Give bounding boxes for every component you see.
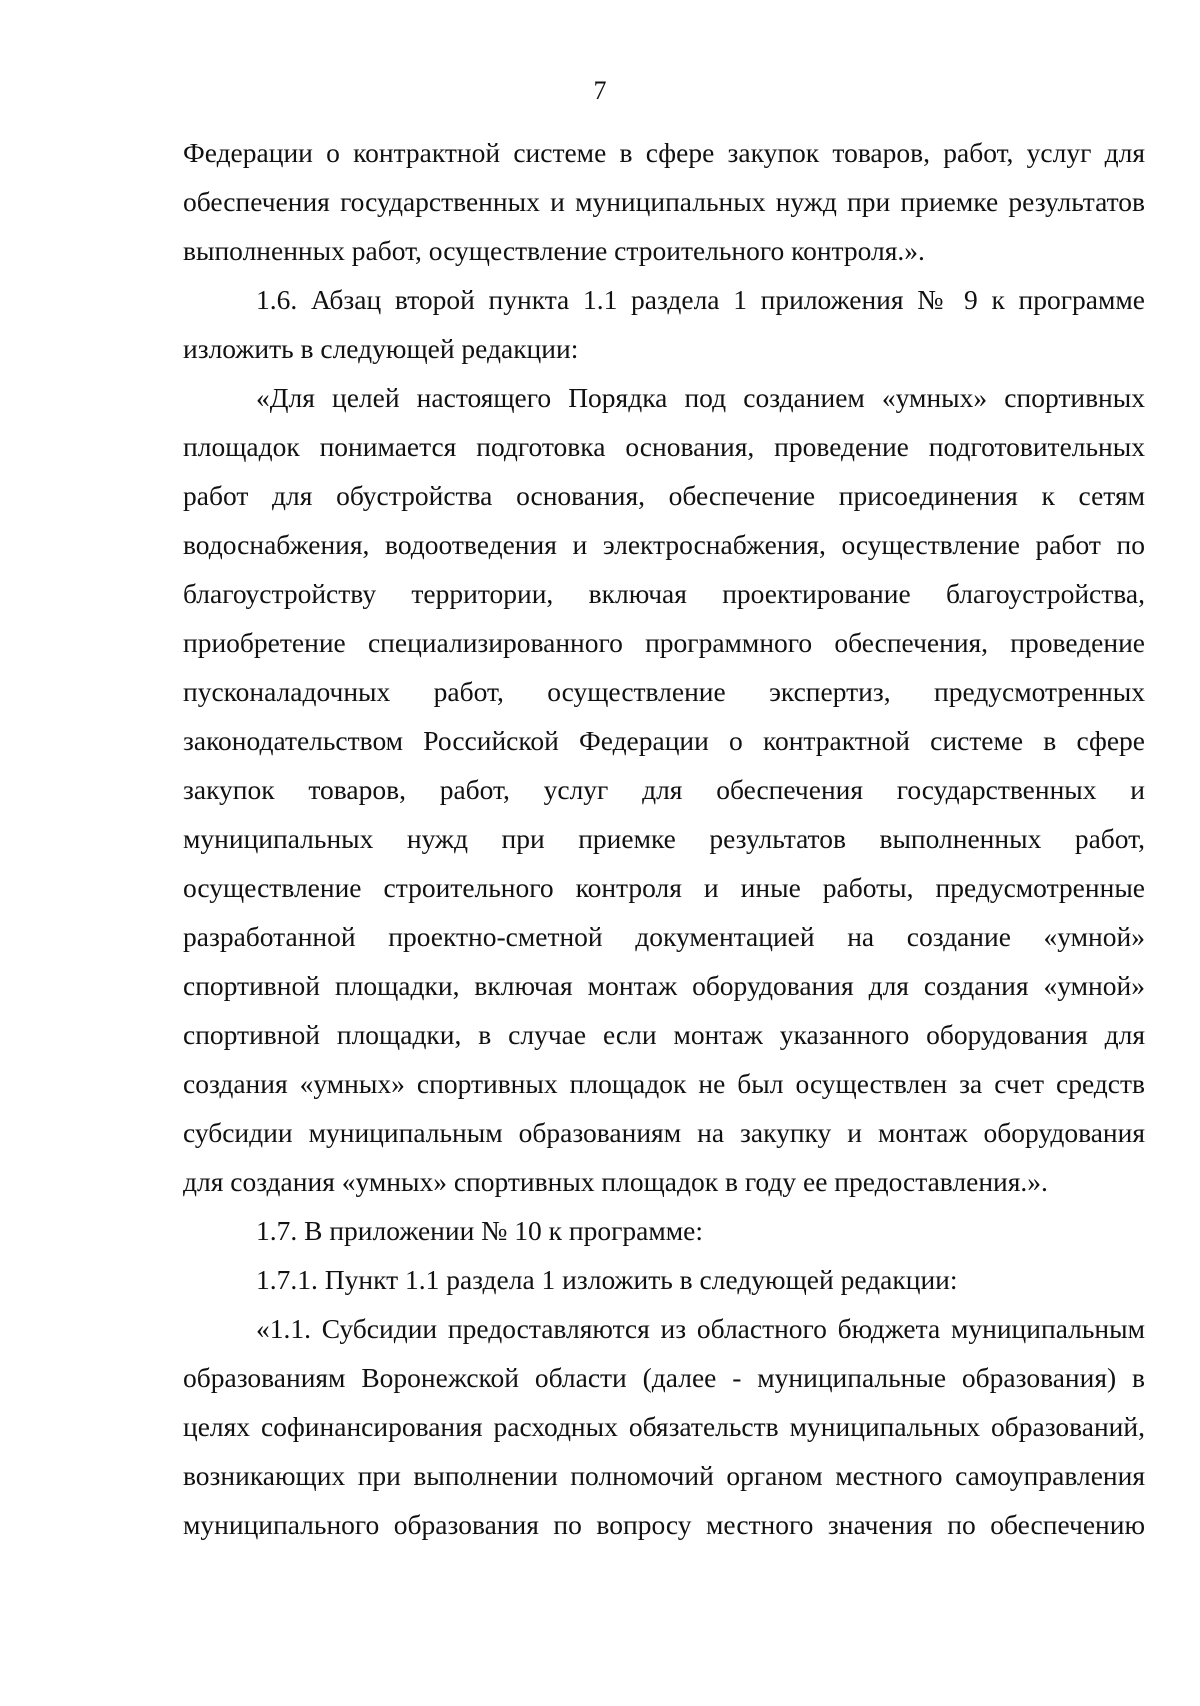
text-line: пусконаладочных работ, осуществление экспертиз, предусмотренных — [183, 676, 1145, 707]
text-line: благоустройству территории, включая проектирование благоустройства, — [183, 578, 1145, 609]
text-line: площадок понимается подготовка основания, проведение подготовительных — [183, 431, 1145, 462]
paragraph-1-6-start: 1.6. Абзац второй пункта 1.1 раздела 1 приложения № 9 к программе — [256, 284, 1145, 315]
text-line: муниципальных нужд при приемке результатов выполненных работ, — [183, 823, 1145, 854]
text-line: работ для обустройства основания, обеспечение присоединения к сетям — [183, 480, 1145, 511]
text-line: спортивной площадки, в случае если монтаж указанного оборудования для — [183, 1019, 1145, 1050]
text-line: водоснабжения, водоотведения и электроснабжения, осуществление работ по — [183, 529, 1145, 560]
quoted-paragraph-1-1-start: «1.1. Субсидии предоставляются из областного бюджета муниципальным — [256, 1313, 1145, 1344]
paragraph-1-7-1: 1.7.1. Пункт 1.1 раздела 1 изложить в следующей редакции: — [256, 1264, 958, 1295]
text-line: изложить в следующей редакции: — [183, 333, 579, 364]
paragraph-1-7: 1.7. В приложении № 10 к программе: — [256, 1215, 704, 1246]
page-number: 7 — [593, 76, 607, 105]
text-line: разработанной проектно-сметной документацией на создание «умной» — [183, 921, 1145, 952]
text-line: создания «умных» спортивных площадок не был осуществлен за счет средств — [183, 1068, 1145, 1099]
text-line: приобретение специализированного программного обеспечения, проведение — [183, 627, 1145, 658]
text-line: целях софинансирования расходных обязательств муниципальных образований, — [183, 1411, 1145, 1442]
text-line: муниципального образования по вопросу местного значения по обеспечению — [183, 1509, 1145, 1540]
text-line: для создания «умных» спортивных площадок в году ее предоставления.». — [183, 1166, 1048, 1197]
document-body — [183, 128, 1145, 1549]
text-line: Федерации о контрактной системе в сфере закупок товаров, работ, услуг для — [183, 137, 1145, 168]
quoted-paragraph-start: «Для целей настоящего Порядка под созданием «умных» спортивных — [256, 382, 1145, 413]
text-line: закупок товаров, работ, услуг для обеспечения государственных и — [183, 774, 1145, 805]
text-line: выполненных работ, осуществление строительного контроля.». — [183, 235, 925, 266]
text-line: осуществление строительного контроля и иные работы, предусмотренные — [183, 872, 1145, 903]
text-line: возникающих при выполнении полномочий органом местного самоуправления — [183, 1460, 1145, 1491]
text-line: образованиям Воронежской области (далее - муниципальные образования) в — [183, 1362, 1145, 1393]
text-line: спортивной площадки, включая монтаж оборудования для создания «умной» — [183, 970, 1145, 1001]
text-line: субсидии муниципальным образованиям на закупку и монтаж оборудования — [183, 1117, 1145, 1148]
text-line: обеспечения государственных и муниципальных нужд при приемке результатов — [183, 186, 1145, 217]
text-line: законодательством Российской Федерации о контрактной системе в сфере — [183, 725, 1145, 756]
